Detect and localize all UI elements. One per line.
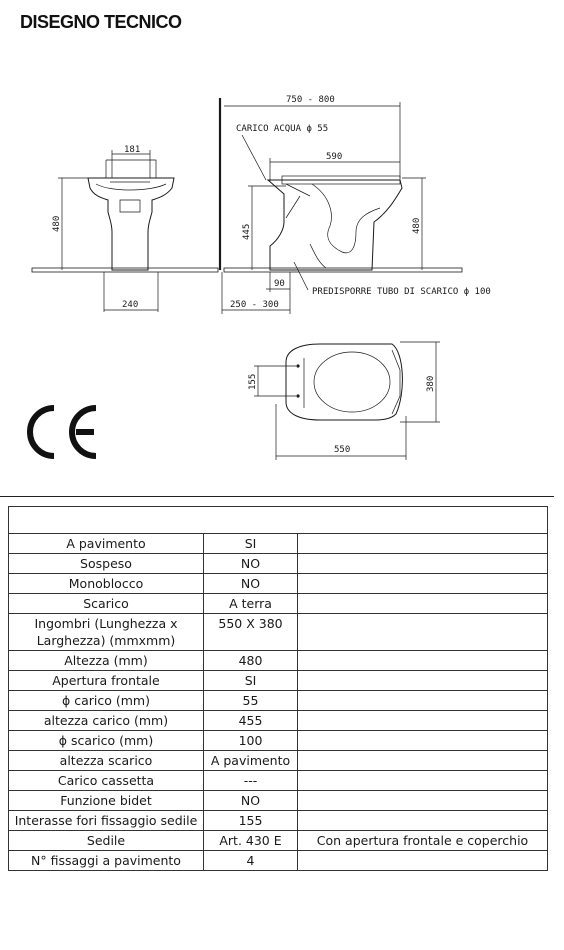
table-row <box>9 594 548 614</box>
ce-mark <box>24 402 104 462</box>
dim-480-left: 480 <box>52 215 62 232</box>
spec-label: Funzione bidet <box>9 791 204 811</box>
plan-view <box>248 342 440 460</box>
table-row <box>9 851 548 871</box>
spec-note <box>298 574 548 594</box>
spec-label: N° fissaggi a pavimento <box>9 851 204 871</box>
table-row <box>9 651 548 671</box>
dim-181: 181 <box>124 145 141 155</box>
spec-note <box>298 594 548 614</box>
spec-note <box>298 691 548 711</box>
spec-value: 480 <box>204 651 298 671</box>
spec-value: 4 <box>204 851 298 871</box>
table-row <box>9 691 548 711</box>
table-row <box>9 711 548 731</box>
table-row <box>9 791 548 811</box>
spec-label: Apertura frontale <box>9 671 204 691</box>
spec-note <box>298 671 548 691</box>
table-header-row <box>9 507 548 534</box>
dim-590: 590 <box>326 152 343 162</box>
table-header-cell <box>9 507 548 534</box>
spec-note <box>298 651 548 671</box>
spec-label: A pavimento <box>9 534 204 554</box>
spec-value: 155 <box>204 811 298 831</box>
spec-value: A terra <box>204 594 298 614</box>
separator-line <box>0 496 554 497</box>
table-row <box>9 614 548 651</box>
spec-note <box>298 731 548 751</box>
spec-note: Con apertura frontale e coperchio <box>298 831 548 851</box>
spec-value: Art. 430 E <box>204 831 298 851</box>
table-row <box>9 534 548 554</box>
spec-value: 55 <box>204 691 298 711</box>
spec-note <box>298 614 548 651</box>
dim-155: 155 <box>248 373 258 390</box>
spec-value: 455 <box>204 711 298 731</box>
page-title: DISEGNO TECNICO <box>20 12 182 32</box>
spec-label: ϕ scarico (mm) <box>9 731 204 751</box>
table-row <box>9 831 548 851</box>
spec-value: NO <box>204 574 298 594</box>
spec-value: A pavimento <box>204 751 298 771</box>
spec-table <box>8 506 548 871</box>
spec-note <box>298 851 548 871</box>
spec-value: 550 X 380 <box>204 614 298 651</box>
table-row <box>9 574 548 594</box>
spec-note <box>298 751 548 771</box>
spec-label: Sedile <box>9 831 204 851</box>
table-row <box>9 751 548 771</box>
spec-note <box>298 711 548 731</box>
spec-label: Interasse fori fissaggio sedile <box>9 811 204 831</box>
spec-note <box>298 811 548 831</box>
spec-value: 100 <box>204 731 298 751</box>
spec-label: Carico cassetta <box>9 771 204 791</box>
dim-750-800: 750 - 800 <box>286 95 335 105</box>
spec-value: SI <box>204 534 298 554</box>
table-row <box>9 671 548 691</box>
dim-445: 445 <box>242 223 252 240</box>
dim-480-right: 480 <box>412 217 422 234</box>
spec-label: Scarico <box>9 594 204 614</box>
spec-note <box>298 534 548 554</box>
table-row <box>9 811 548 831</box>
spec-label: Monoblocco <box>9 574 204 594</box>
dim-90: 90 <box>274 279 285 289</box>
spec-value: --- <box>204 771 298 791</box>
spec-value: NO <box>204 554 298 574</box>
spec-note <box>298 554 548 574</box>
spec-value: NO <box>204 791 298 811</box>
dim-550: 550 <box>334 445 351 455</box>
spec-label: Altezza (mm) <box>9 651 204 671</box>
table-row <box>9 771 548 791</box>
spec-label: altezza carico (mm) <box>9 711 204 731</box>
spec-note <box>298 791 548 811</box>
dim-250-300: 250 - 300 <box>230 300 279 310</box>
water-inlet-label: CARICO ACQUA ϕ 55 <box>236 124 329 134</box>
spec-value: SI <box>204 671 298 691</box>
table-row <box>9 554 548 574</box>
dim-240: 240 <box>122 300 139 310</box>
drain-label: PREDISPORRE TUBO DI SCARICO ϕ 100 <box>312 287 491 297</box>
table-row <box>9 731 548 751</box>
spec-label: Ingombri (Lunghezza x Larghezza) (mmxmm) <box>9 614 204 651</box>
dim-380: 380 <box>426 375 436 392</box>
spec-label: ϕ carico (mm) <box>9 691 204 711</box>
side-view <box>222 95 491 314</box>
spec-label: Sospeso <box>9 554 204 574</box>
spec-label: altezza scarico <box>9 751 204 771</box>
spec-note <box>298 771 548 791</box>
front-view <box>52 145 174 312</box>
